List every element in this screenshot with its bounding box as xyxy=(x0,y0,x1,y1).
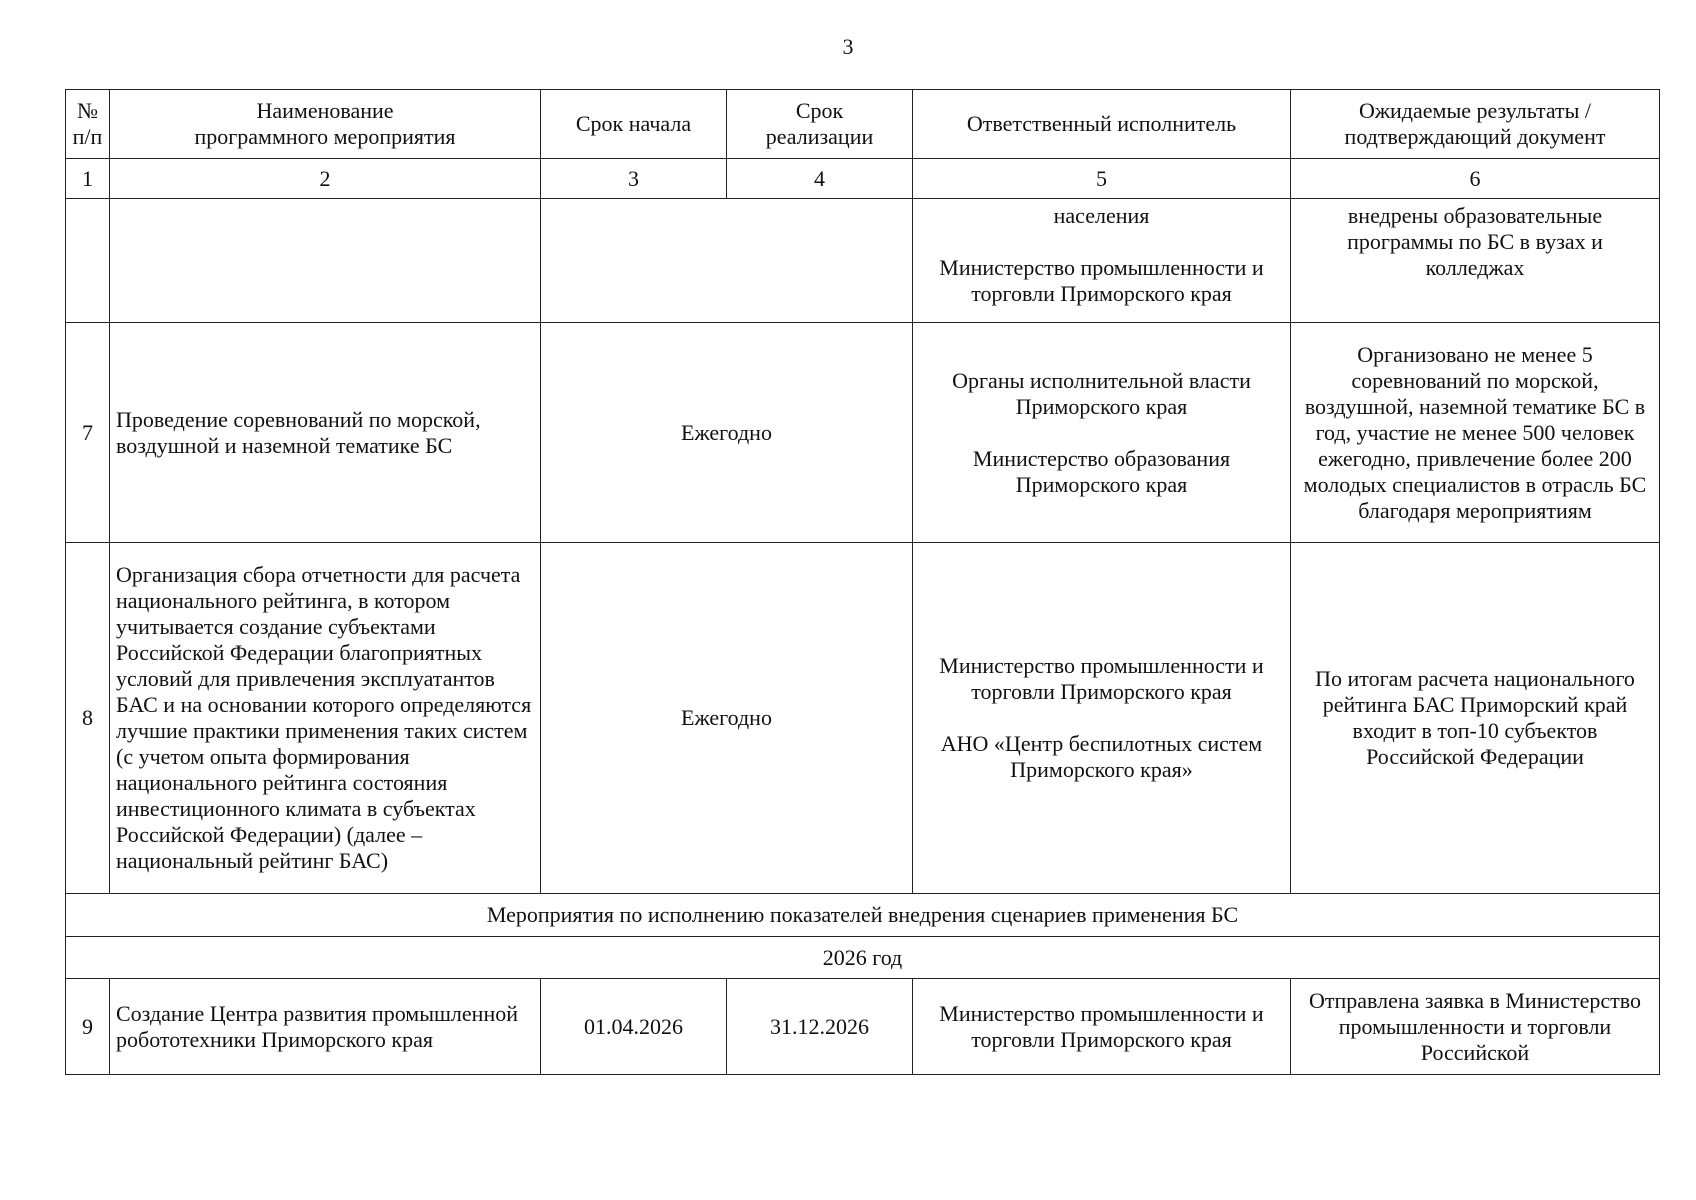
year-heading-row xyxy=(66,937,1660,979)
table-header-row xyxy=(66,90,1660,159)
executor-cell xyxy=(913,199,1291,323)
executor-text: АНО «Центр беспилотных систем Приморского края» xyxy=(940,731,1263,782)
table-row xyxy=(66,979,1660,1075)
row-number-cell: 9 xyxy=(66,979,110,1075)
table-row-continuation xyxy=(66,199,1660,323)
header-responsible-executor: Ответственный исполнитель xyxy=(913,90,1291,159)
period-cell: Ежегодно xyxy=(541,323,913,543)
column-number: 1 xyxy=(66,159,110,199)
section-heading: Мероприятия по исполнению показателей внедрения сценариев применения БС xyxy=(66,894,1660,937)
result-cell: По итогам расчета национального рейтинга БАС Приморский край входит в топ-10 субъектов Российской Федерации xyxy=(1291,543,1660,894)
column-number: 5 xyxy=(913,159,1291,199)
column-number: 4 xyxy=(727,159,913,199)
header-number: № п/п xyxy=(66,90,110,159)
program-activities-table xyxy=(65,89,1660,1075)
executor-cell: Министерство промышленности и торговли Приморского края xyxy=(913,979,1291,1075)
table-row xyxy=(66,543,1660,894)
year-heading: 2026 год xyxy=(66,937,1660,979)
activity-name-cell: Создание Центра развития промышленной робототехники Приморского края xyxy=(110,979,541,1075)
executor-text: Министерство образования Приморского края xyxy=(972,445,1231,497)
period-cell: Ежегодно xyxy=(541,543,913,894)
executor-text: Министерство промышленности и торговли Приморского края xyxy=(939,255,1264,306)
header-expected-results: Ожидаемые результаты / подтверждающий документ xyxy=(1291,90,1660,159)
executor-cell xyxy=(913,323,1291,543)
section-heading-row xyxy=(66,894,1660,937)
column-number: 2 xyxy=(110,159,541,199)
executor-text: населения xyxy=(1053,203,1150,228)
executor-cell xyxy=(913,543,1291,894)
column-number: 6 xyxy=(1291,159,1660,199)
period-cell xyxy=(541,199,913,323)
column-number: 3 xyxy=(541,159,727,199)
header-start-date: Срок начала xyxy=(541,90,727,159)
result-cell: Организовано не менее 5 соревнований по морской, воздушной, наземной тематике БС в год, участие не менее 500 человек ежегодно, привлечение более 200 молодых специалистов в отрасль БС благодаря мероприятиям xyxy=(1291,323,1660,543)
row-number-cell xyxy=(66,199,110,323)
row-number-cell: 7 xyxy=(66,323,110,543)
result-cell: внедрены образовательные программы по БС в вузах и колледжах xyxy=(1291,199,1660,323)
start-date-cell: 01.04.2026 xyxy=(541,979,727,1075)
page-number: 3 xyxy=(842,34,854,59)
activity-name-cell: Проведение соревнований по морской, воздушной и наземной тематике БС xyxy=(110,323,541,543)
activity-name-cell xyxy=(110,199,541,323)
end-date-cell: 31.12.2026 xyxy=(727,979,913,1075)
header-implementation-period: Срок реализации xyxy=(727,90,913,159)
result-cell: Отправлена заявка в Министерство промышленности и торговли Российской xyxy=(1291,979,1660,1075)
column-number-row xyxy=(66,159,1660,199)
header-activity-name: Наименование программного мероприятия xyxy=(110,90,541,159)
row-number-cell: 8 xyxy=(66,543,110,894)
table-row xyxy=(66,323,1660,543)
executor-text: Органы исполнительной власти Приморского края xyxy=(952,367,1251,419)
activity-name-cell: Организация сбора отчетности для расчета национального рейтинга, в котором учитывается создание субъектами Российской Федерации благоприятных условий для привлечения эксплуатантов БАС и на основании которого определяются лучшие практики применения таких систем (с учетом опыта формирования национального рейтинга состояния инвестиционного климата в субъектах Российской Федерации) (далее – национальный рейтинг БАС) xyxy=(110,543,541,894)
executor-text: Министерство промышленности и торговли Приморского края xyxy=(939,653,1264,704)
